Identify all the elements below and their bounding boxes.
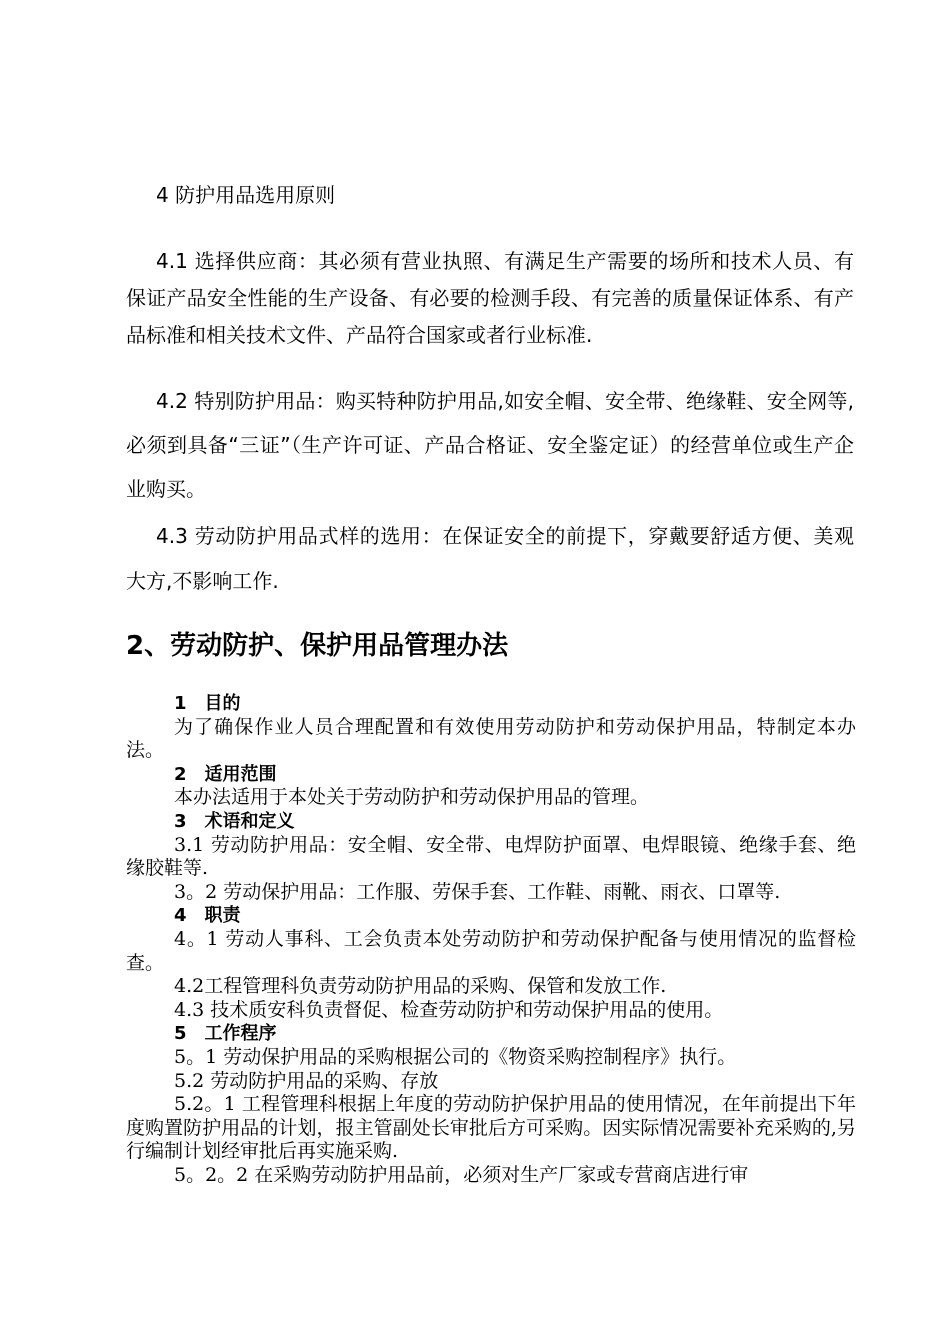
text-duty-4-3: 4.3 技术质安科负责督促、检查劳动防护和劳动保护用品的使用。 — [174, 998, 724, 1021]
heading-purpose: 1 目的 — [174, 693, 241, 714]
text-term-3-2: 3。2 劳动保护用品：工作服、劳保手套、工作鞋、雨靴、雨衣、口罩等. — [174, 880, 781, 903]
text-purpose: 为了确保作业人员合理配置和有效使用劳动防护和劳动保护用品，特制定本办法。 — [126, 715, 856, 762]
text-term-3-1: 3.1 劳动防护用品：安全帽、安全带、电焊防护面罩、电焊眼镜、绝缘手套、绝缘胶鞋等. — [126, 833, 856, 880]
heading-procedure: 5 工作程序 — [174, 1023, 277, 1045]
section-title: 2、劳动防护、保护用品管理办法 — [126, 631, 509, 661]
text-proc-5-1: 5。1 劳动保护用品的采购根据公司的《物资采购控制程序》执行。 — [174, 1045, 737, 1068]
paragraph-4-2: 4.2 特别防护用品：购买特种防护用品,如安全帽、安全带、绝缘鞋、安全网等,必须到具备“三证”（生产许可证、产品合格证、安全鉴定证）的经营单位或生产企业购买。 — [126, 389, 854, 501]
text-duty-4-2: 4.2工程管理科负责劳动防护用品的采购、保管和发放工作. — [174, 975, 667, 998]
heading-scope: 2 适用范围 — [174, 763, 277, 785]
text-duty-4-1: 4。1 劳动人事科、工会负责本处劳动防护和劳动保护配备与使用情况的监督检查。 — [126, 927, 856, 974]
heading-duties: 4 职责 — [174, 905, 241, 927]
text-proc-5-2-1: 5.2。1 工程管理科根据上年度的劳动防护保护用品的使用情况，在年前提出下年度购置防护用品的计划，报主管副处长审批后方可采购。因实际情况需要补充采购的,另行编制计划经审批后再实施采购. — [126, 1093, 856, 1163]
text-scope: 本办法适用于本处关于劳动防护和劳动保护用品的管理。 — [174, 786, 650, 809]
management-rules — [126, 692, 856, 1187]
paragraph-4-3: 4.3 劳动防护用品式样的选用：在保证安全的前提下，穿戴要舒适方便、美观大方,不影响工作. — [126, 524, 854, 593]
paragraph-4-1: 4.1 选择供应商：其必须有营业执照、有满足生产需要的场所和技术人员、有保证产品安全性能的生产设备、有必要的检测手段、有完善的质量保证体系、有产品标准和相关技术文件、产品符合国家或者行业标准. — [126, 249, 854, 347]
heading-terms: 3 术语和定义 — [174, 810, 295, 832]
text-proc-5-2: 5.2 劳动防护用品的采购、存放 — [174, 1069, 439, 1092]
text-proc-5-2-2: 5。2。2 在采购劳动防护用品前，必须对生产厂家或专营商店进行审 — [174, 1163, 749, 1186]
section-heading: 4 防护用品选用原则 — [156, 183, 336, 207]
